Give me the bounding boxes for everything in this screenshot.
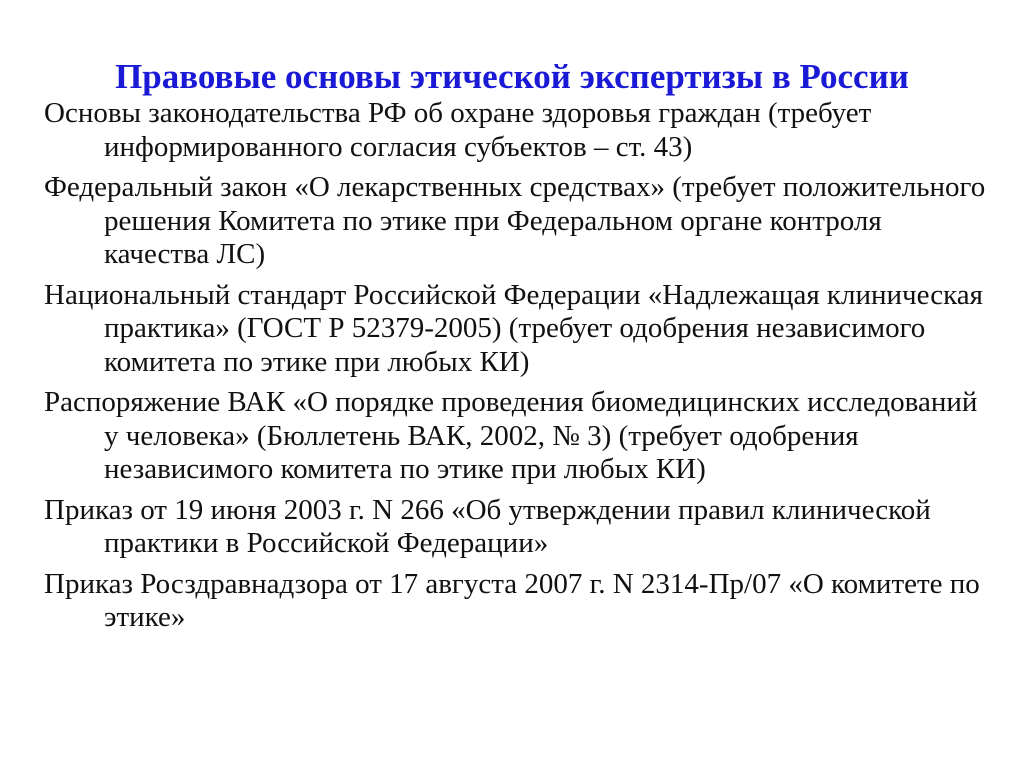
list-item: Приказ от 19 июня 2003 г. N 266 «Об утверждении правил клинической практики в Российской Федерации» — [44, 493, 931, 559]
list-item: Федеральный закон «О лекарственных средствах» (требует положительного решения Комитета по этике при Федеральном органе контроля качества ЛС) — [44, 171, 986, 270]
list-item: Национальный стандарт Российской Федерации «Надлежащая клиническая практика» (ГОСТ Р 52379-2005) (требует одобрения независимого комитета по этике при любых КИ) — [44, 278, 983, 378]
list-item: Основы законодательства РФ об охране здоровья граждан (требует информированного согласия субъектов – ст. 43) — [44, 97, 872, 163]
list-item: Распоряжение ВАК «О порядке проведения биомедицинских исследований у человека» (Бюллетень ВАК, 2002, № 3) (требует одобрения независимого комитета по этике при любых КИ) — [44, 386, 978, 485]
legal-basis-list — [44, 97, 994, 642]
list-item: Приказ Росздравнадзора от 17 августа 2007 г. N 2314-Пр/07 «О комитете по этике» — [44, 567, 980, 633]
slide-title: Правовые основы этической экспертизы в России — [115, 57, 909, 97]
